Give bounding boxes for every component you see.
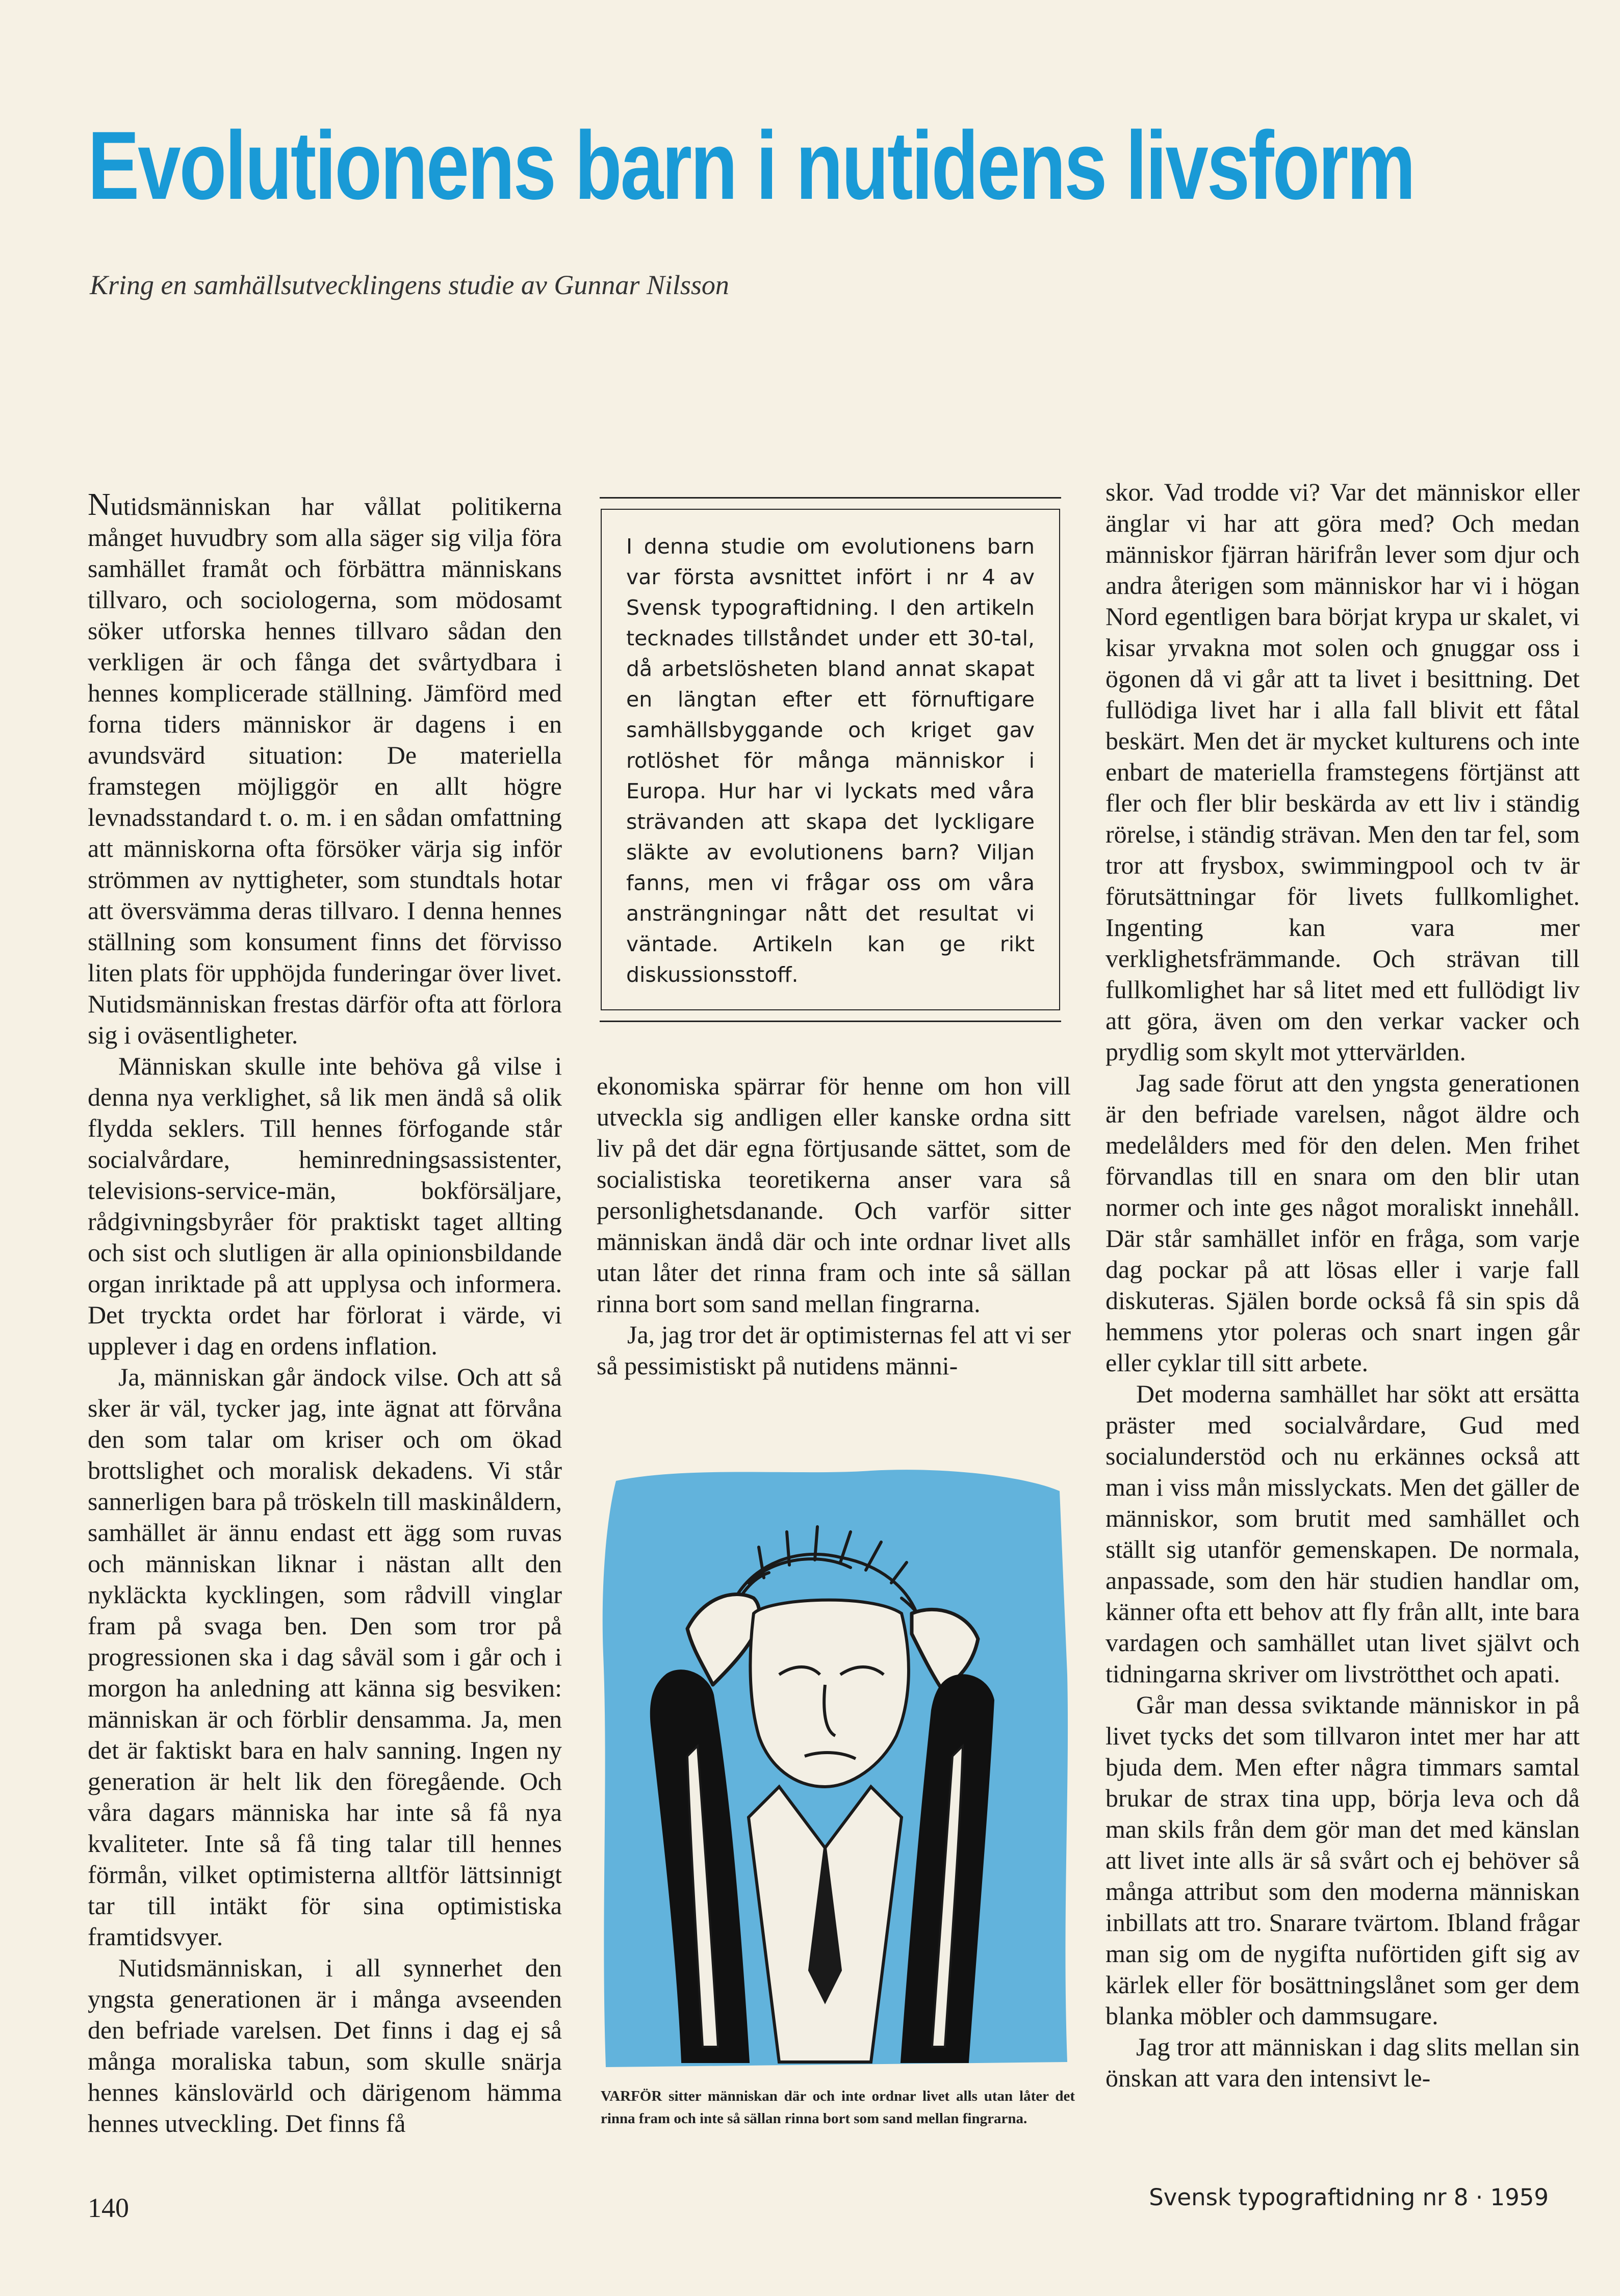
paragraph: Det moderna samhället har sökt att ersätta präster med socialvårdare, Gud med socialunderstöd och nu erkännes också att man i viss mån misslyckats. Men det gäller de människor, som brutit med samhället och ställt sig utanför gemenskapen. De normala, anpassade, som den här studien handlar om, känner ofta ett behov att fly från allt, inte bara vardagen och samhället utan livet självt och tidningarna skriver om livströtthet och apati. — [1105, 1379, 1580, 1688]
column-right — [1105, 477, 1580, 2094]
column-middle — [597, 1071, 1071, 1381]
paragraph: Jag tror att människan i dag slits mellan sin önskan att vara den intensivt le- — [1105, 2032, 1580, 2092]
publication-footer: Svensk typograftidning nr 8 · 1959 — [1149, 2184, 1549, 2211]
paragraph: skor. Vad trodde vi? Var det människor eller änglar vi har att göra med? Och medan människor fjärran härifrån lever som djur och andra återigen som människor har vi i högan Nord egentligen bara börjat krypa ur skalet, vi kisar yrvakna mot solen och gnuggar oss i ögonen då vi går att ta livet i besittning. Det fullödiga livet har i alla fall blivit ett fåtal beskärt. Men det är mycket kulturens och inte enbart de materiella framstegens förtjänst att fler och fler blir beskärda av ett liv i ständig rörelse, i ständig strävan. Men den tar fel, som tror att frysbox, swimmingpool och tv är förutsättningar för livets fullkomlighet. Ingenting kan vara mer verklighetsfrämmande. Och strävan till fullkomlighet har så litet med ett fullödigt liv att göra, även om den verkar vacker och prydlig som skylt mot yttervärlden. — [1105, 478, 1580, 1066]
illustration-despairing-man — [585, 1460, 1075, 2077]
byline: Kring en samhällsutvecklingens studie av Gunnar Nilsson — [90, 270, 729, 300]
illustration-caption: VARFÖR sitter människan där och inte ordnar livet alls utan låter det rinna fram och inte så sällan rinna bort som sand mellan fingrarna. — [601, 2088, 1075, 2127]
column-left — [88, 489, 562, 2139]
paragraph: Ja, jag tror det är optimisternas fel att vi ser så pessimistiskt på nutidens männi- — [597, 1320, 1071, 1380]
intro-box-text: I denna studie om evolutionens barn var första avsnittet infört i nr 4 av Svensk typograftidning. I den artikeln tecknades tillståndet under ett 30-tal, då arbetslösheten bland annat skapat en längtan efter ett förnuftigare samhällsbyggande och kriget gav rotlöshet för många människor i Europa. Hur har vi lyckats med våra strävanden att skapa det lyckligare släkte av evolutionens barn? Viljan fanns, men vi frågar oss om våra ansträngningar nått det resultat vi väntade. Artikeln kan ge rikt diskussionsstoff. — [601, 509, 1060, 1010]
paragraph: Människan skulle inte behöva gå vilse i denna nya verklighet, så lik men ändå så olik flydda seklers. Till hennes förfogande står socialvårdare, heminredningsassistenter, televisions-service-män, bokförsäljare, rådgivningsbyråer för praktiskt taget allting och sist och slutligen är alla opinionsbildande organ inriktade på att upplysa och informera. Det tryckta ordet har förlorat i värde, vi upplever i dag en ordens inflation. — [88, 1052, 562, 1360]
paragraph: ekonomiska spärrar för henne om hon vill utveckla sig andligen eller kanske ordna sitt liv på det där egna förtjusande sättet, som de socialistiska teoretikerna anser vara så personlighetsdanande. Och varför sitter människan ändå där och inte ordnar livet alls utan låter det rinna fram och inte så sällan rinna bort som sand mellan fingrarna. — [597, 1072, 1071, 1318]
paragraph: Ja, människan går ändock vilse. Och att så sker är väl, tycker jag, inte ägnat att förvåna den som talar om kriser och om ökad brottslighet och moralisk dekadens. Vi står sannerligen bara på tröskeln till maskinåldern, samhället är ännu endast ett ägg som ruvas och människan liknar i nästan allt den nykläckta kycklingen, som rådvill vinglar fram på svaga ben. Den som tror på progressionen ska i dag såväl som i går och i morgon ha anledning att känna sig besviken: människan är och förblir densamma. Ja, men det är faktiskt bara en halv sanning. Ingen ny generation är helt lik den föregående. Och våra dagars människa har inte så få nya kvaliteter. Inte så få ting talar till hennes förmån, vilket optimisterna alltför lättsinnigt tar till intäkt för sina optimistiska framtidsvyer. — [88, 1363, 562, 1951]
paragraph: Nutidsmänniskan har vållat politikerna månget huvudbry som alla säger sig vilja föra samhället framåt och förbättra människans tillvaro, och sociologerna, som mödosamt söker utforska hennes tillvaro sådan den verkligen är och fånga det svårtydbara i hennes komplicerade ställning. Jämförd med forna tiders människor är dagens i en avundsvärd situation: De materiella framstegen möjliggör en allt högre levnadsstandard t. o. m. i en sådan omfattning att människorna ofta försöker värja sig inför strömmen av nyttigheter, som stundtals hotar att översvämma deras tillvaro. I denna hennes ställning som konsument finns det förvisso liten plats för upphöjda funderingar över livet. Nutidsmänniskan frestas därför ofta att förlora sig i oväsentligheter. — [88, 487, 562, 1049]
paragraph: Nutidsmänniskan, i all synnerhet den yngsta generationen är i många avseenden den befriade varelsen. Det finns i dag ej så många moraliska tabun, som skulle snärja hennes känslovärld och därigenom hämma hennes utveckling. Det finns få — [88, 1953, 562, 2137]
paragraph: Jag sade förut att den yngsta generationen är den befriade varelsen, något äldre och medelålders med för den delen. Men frihet förvandlas till en snara om den blir utan normer och inte ges något moraliskt innehåll. Där står samhället inför en fråga, som varje dag pockar på att lösas eller i varje fall diskuteras. Själen borde också få sin spis då hemmens ytor poleras och snart ingen går eller cyklar till sitt arbete. — [1105, 1068, 1580, 1377]
page-number: 140 — [88, 2193, 129, 2223]
page-title: Evolutionens barn i nutidens livsform — [88, 112, 1415, 220]
paragraph: Går man dessa sviktande människor in på livet tycks det som tillvaron intet mer har att bjuda dem. Men efter några timmars samtal brukar de strax tina upp, börja leva och då man skils från dem gör man det med känslan att livet inte alls är så svårt och ej behöver så många attribut som den moderna människan inbillats att tro. Snarare tvärtom. Ibland frågar man sig om de nygifta nuförtiden gift sig av kärlek eller för bosättningslånet som ger dem blanka möbler och dammsugare. — [1105, 1690, 1580, 2030]
intro-box — [600, 497, 1061, 1022]
